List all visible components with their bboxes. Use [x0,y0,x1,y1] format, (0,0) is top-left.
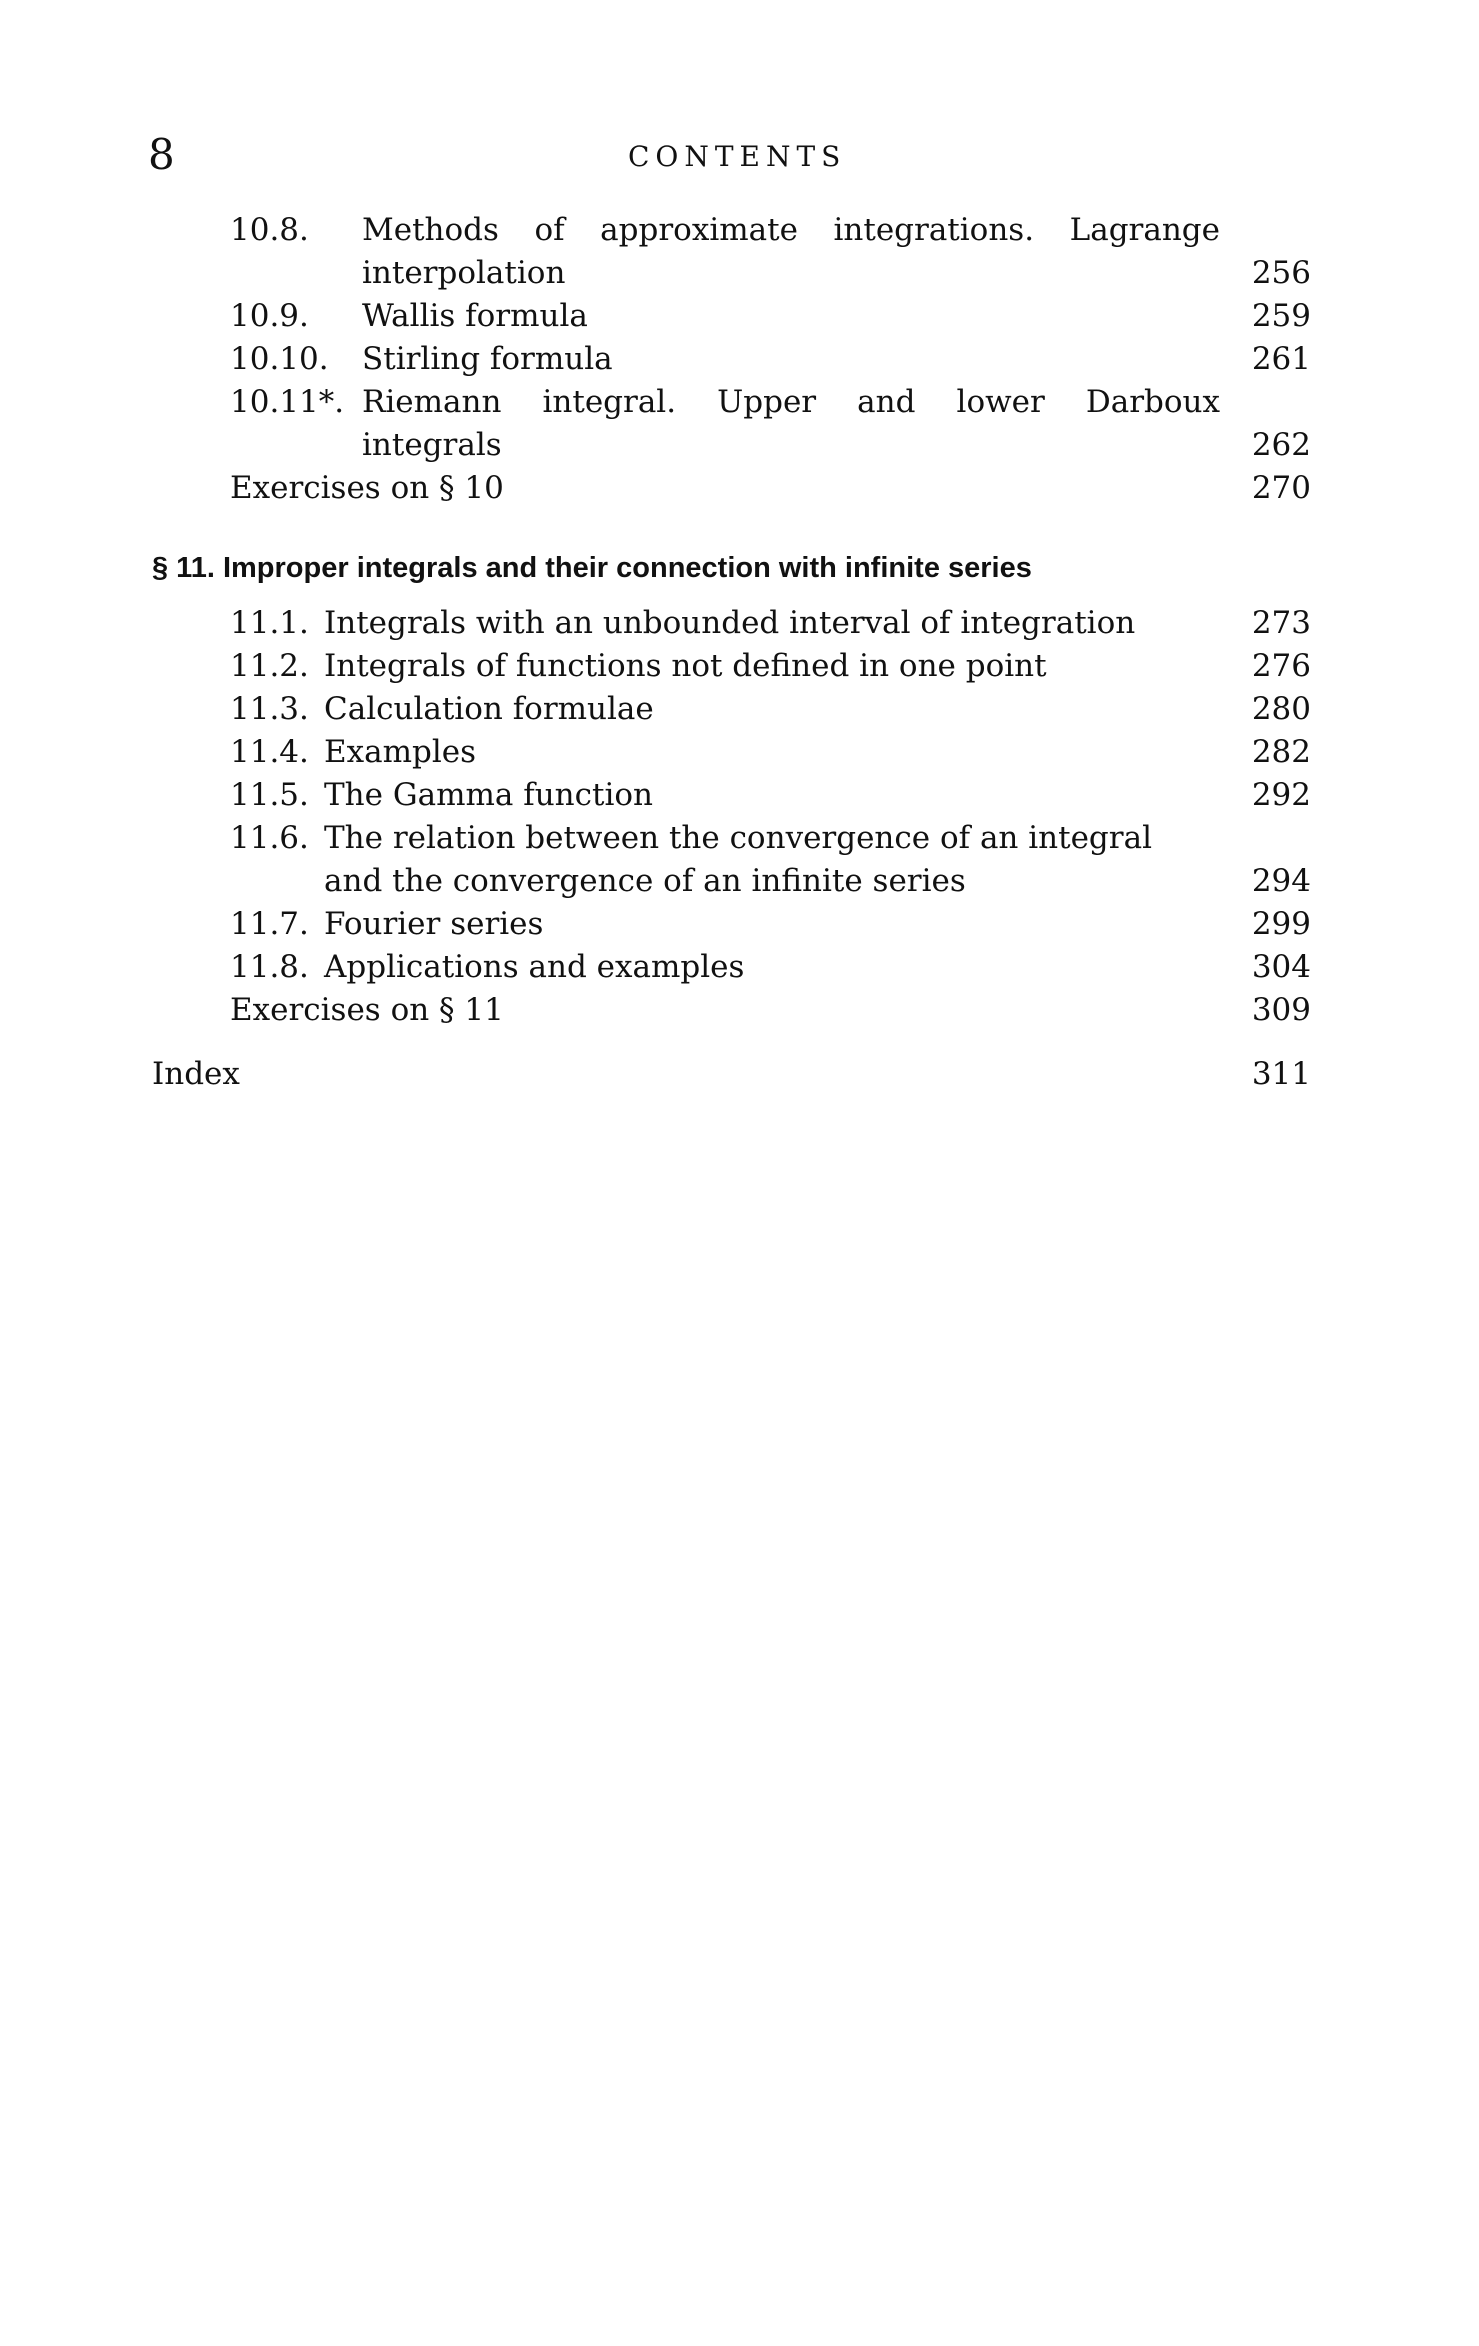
index-title: Index [152,1056,240,1092]
entry-title: The Gamma function [324,777,653,813]
entry-number: 11.5. [230,777,309,813]
entry-title: Examples [324,734,477,770]
entry-page: 280 [1251,691,1311,727]
entry-title-continued: interpolation [362,255,566,291]
entry-page: 273 [1251,605,1311,641]
section-heading: § 11. Improper integrals and their connection with infinite series [152,552,1032,584]
page-number: 8 [148,130,175,179]
entry-title: Exercises on § 10 [230,470,504,506]
entry-page: 282 [1251,734,1311,770]
entry-page: 270 [1251,470,1311,506]
entry-number: 10.8. [230,212,309,248]
entry-page: 294 [1251,863,1311,899]
entry-title: Exercises on § 11 [230,992,504,1028]
entry-title: Integrals of functions not defined in one point [324,648,1047,684]
entry-title: Riemann integral. Upper and lower Darboux [362,384,1220,420]
entry-title-continued: integrals [362,427,502,463]
entry-title-continued: and the convergence of an infinite series [324,863,966,899]
entry-page: 309 [1251,992,1311,1028]
entry-number: 11.4. [230,734,309,770]
entry-page: 276 [1251,648,1311,684]
entry-page: 304 [1251,949,1311,985]
entry-page: 261 [1251,341,1311,377]
entry-page: 259 [1251,298,1311,334]
entry-number: 11.6. [230,820,309,856]
entry-page: 262 [1251,427,1311,463]
entry-title: The relation between the convergence of an integral [324,820,1152,856]
entry-number: 11.2. [230,648,309,684]
entry-title: Calculation formulae [324,691,654,727]
index-page: 311 [1251,1056,1311,1092]
entry-title: Wallis formula [362,298,588,334]
entry-number: 10.9. [230,298,309,334]
entry-title: Fourier series [324,906,544,942]
entry-title: Applications and examples [324,949,745,985]
entry-page: 292 [1251,777,1311,813]
entry-number: 10.10. [230,341,329,377]
entry-number: 11.1. [230,605,309,641]
entry-title: Methods of approximate integrations. Lagrange [362,212,1220,248]
entry-number: 11.3. [230,691,309,727]
page-header [148,130,1308,190]
entry-title: Integrals with an unbounded interval of integration [324,605,1136,641]
entry-page: 256 [1251,255,1311,291]
entry-number: 11.7. [230,906,309,942]
entry-number: 10.11*. [230,384,345,420]
entry-number: 11.8. [230,949,309,985]
running-title: CONTENTS [628,140,847,173]
entry-page: 299 [1251,906,1311,942]
entry-title: Stirling formula [362,341,613,377]
